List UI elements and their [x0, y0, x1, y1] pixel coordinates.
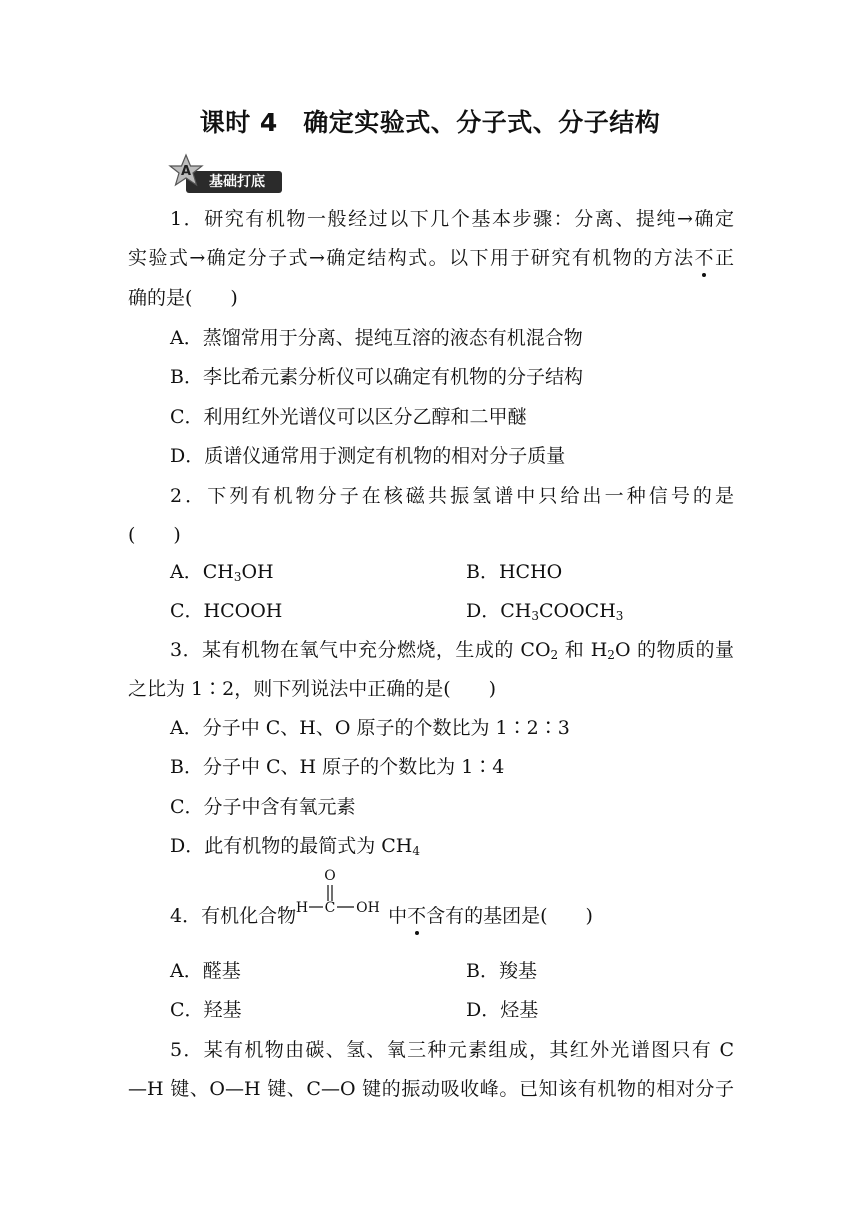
q1-line-1: 1．研究有机物一般经过以下几个基本步骤：分离、提纯→确定 [170, 208, 734, 230]
q3-line-1-a: 3．某有机物在氧气中充分燃烧，生成的 CO [170, 639, 551, 661]
q2-option-d-sub1: 3 [531, 609, 539, 623]
q4-line [170, 868, 734, 928]
q2-option-c: C．HCOOH [170, 600, 283, 622]
formic-acid-formula [296, 868, 388, 928]
q4-option-b: B．羧基 [466, 960, 537, 982]
q4-emphasis-not: 不 [407, 905, 427, 927]
q1-option-c: C．利用红外光谱仪可以区分乙醇和二甲醚 [170, 406, 527, 428]
q2-option-d-mid: COOCH [538, 600, 616, 622]
q3-line-1-sub2: 2 [607, 648, 615, 662]
q3-option-a: A．分子中 C、H、O 原子的个数比为 1∶2∶3 [170, 717, 570, 739]
q2-option-b: B．HCHO [466, 561, 563, 583]
q3-line-2: 之比为 1∶2，则下列说法中正确的是( ) [128, 678, 497, 700]
q3-option-d-sub: 4 [412, 844, 421, 858]
q4-option-d: D．烃基 [466, 999, 539, 1021]
q2-option-a [170, 560, 274, 584]
q1-option-b: B．李比希元素分析仪可以确定有机物的分子结构 [170, 366, 583, 388]
formula-top-o: O [324, 868, 336, 884]
q2-option-d-pre: D．CH [466, 600, 532, 622]
q2-option-d [466, 599, 623, 623]
q5-line-1: 5．某有机物由碳、氢、氧三种元素组成，其红外光谱图只有 C [170, 1039, 734, 1061]
q2-option-d-sub2: 3 [615, 609, 624, 623]
q3-line-1-c: O 的物质的量 [614, 639, 734, 661]
q2-option-a-post: OH [241, 561, 274, 583]
q1-line-2-end: 正 [713, 247, 734, 269]
formula-h: H [296, 900, 309, 916]
q2-line-1: 2．下列有机物分子在核磁共振氢谱中只给出一种信号的是 [170, 485, 734, 507]
q4-suffix: 含有的基团是( ) [426, 905, 593, 927]
q1-option-d: D．质谱仪通常用于测定有机物的相对分子质量 [170, 445, 566, 467]
q2-line-2: ( ) [128, 524, 181, 546]
formula-c: C [324, 900, 336, 916]
q3-line-1-b: 和 H [558, 639, 608, 661]
section-badge-label: 基础打底 [186, 171, 282, 193]
q3-option-d-pre: D．此有机物的最简式为 CH [170, 835, 413, 857]
q3-option-c: C．分子中含有氧元素 [170, 796, 356, 818]
q4-option-c: C．羟基 [170, 999, 242, 1021]
q4-prefix: 4．有机化合物 [170, 905, 297, 927]
q2-option-a-pre: A．CH [170, 561, 234, 583]
q3-option-d [170, 834, 420, 858]
q4-middle: 中 [388, 905, 408, 927]
q2-option-a-sub: 3 [233, 570, 242, 584]
section-badge [168, 153, 284, 197]
page-title: 课时 4 确定实验式、分子式、分子结构 [199, 108, 661, 137]
q1-option-a: A．蒸馏常用于分离、提纯互溶的液态有机混合物 [170, 327, 583, 349]
q1-emphasis-not: 不 [694, 247, 714, 269]
q1-line-2 [128, 246, 734, 270]
q1-line-2-text: 实验式→确定分子式→确定结构式。以下用于研究有机物的方法 [128, 247, 695, 269]
q3-line-1-sub1: 2 [550, 648, 559, 662]
q3-option-b: B．分子中 C、H 原子的个数比为 1∶4 [170, 756, 505, 778]
star-icon [168, 153, 208, 193]
q1-line-3: 确的是( ) [128, 287, 238, 309]
section-badge-letter: A [180, 164, 192, 179]
formula-oh: OH [356, 900, 380, 916]
q4-option-a: A．醛基 [170, 960, 241, 982]
q5-line-2: —H 键、O—H 键、C—O 键的振动吸收峰。已知该有机物的相对分子 [128, 1078, 734, 1100]
q3-line-1 [170, 638, 734, 662]
